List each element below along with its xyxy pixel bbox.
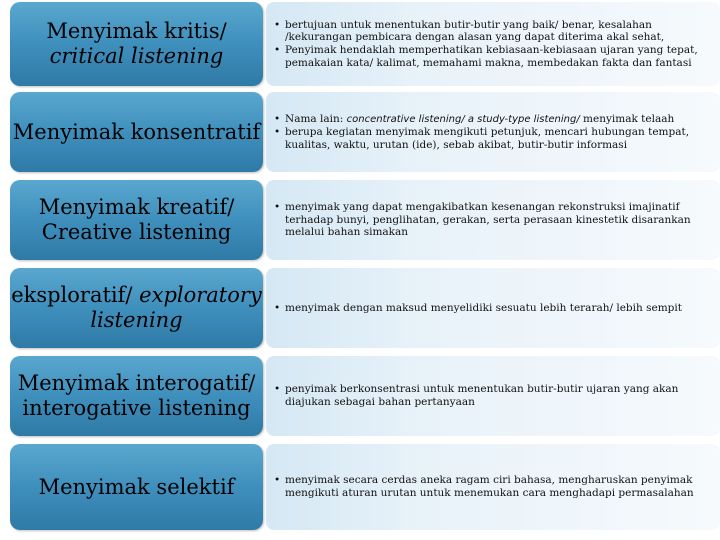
bullet-concentrative-1-italic: concentrative listening/ a study-type listening/	[346, 113, 580, 125]
bullet-concentrative-2: • berupa kegiatan menyimak mengikuti petunjuk, mencari hubungan tempat, kualitas, waktu, urutan (ide), sebab akibat, butir-butir informasi	[274, 126, 716, 151]
label-critical-plain: Menyimak kritis/	[46, 19, 227, 43]
desc-box-critical	[266, 2, 720, 86]
desc-box-exploratory	[266, 268, 720, 348]
label-selective: Menyimak selektif	[38, 474, 235, 499]
desc-box-selective	[266, 444, 720, 530]
row-selective-listening	[10, 444, 720, 530]
label-box-selective	[10, 444, 263, 530]
bullet-concentrative-1-prefix: Nama lain:	[285, 112, 344, 125]
desc-box-creative	[266, 180, 720, 260]
bullet-interrogative-1: • penyimak berkonsentrasi untuk menentukan butir-butir ujaran yang akan diajukan sebagai bahan pertanyaan	[274, 383, 716, 408]
label-box-critical	[10, 2, 263, 86]
label-creative-line1: Menyimak kreatif/	[38, 195, 235, 219]
bullet-concentrative-1	[274, 113, 716, 127]
label-box-concentrative	[10, 92, 263, 172]
row-creative-listening	[10, 180, 720, 260]
label-interrogative-line1: Menyimak interogatif/	[17, 371, 256, 395]
desc-box-concentrative	[266, 92, 720, 172]
label-concentrative: Menyimak konsentratif	[12, 119, 261, 144]
label-creative-line2: Creative listening	[41, 220, 232, 244]
bullet-critical-2: • Penyimak hendaklah memperhatikan kebiasaan-kebiasaan ujaran yang tepat, pemakaian kata/ kalimat, memahami makna, membedakan fakta dan fantasi	[274, 44, 716, 69]
bullet-selective-1: • menyimak secara cerdas aneka ragam ciri bahasa, mengharuskan penyimak mengikuti aturan urutan untuk menemukan cara menghadapi permasalahan	[274, 474, 716, 499]
label-box-exploratory	[10, 268, 263, 348]
bullet-critical-1: • bertujuan untuk menentukan butir-butir yang baik/ benar, kesalahan /kekurangan pembicara dengan alasan yang dapat diterima akal sehat,	[274, 19, 716, 44]
bullet-creative-1: • menyimak yang dapat mengakibatkan kesenangan rekonstruksi imajinatif terhadap bunyi, penglihatan, gerakan, serta perasaan kinestetik disarankan melalui bahan simakan	[274, 201, 716, 239]
label-box-creative	[10, 180, 263, 260]
bullet-concentrative-1-suffix: menyimak telaah	[583, 112, 675, 125]
row-exploratory-listening	[10, 268, 720, 348]
row-critical-listening	[10, 2, 720, 86]
row-concentrative-listening	[10, 92, 720, 172]
desc-box-interrogative	[266, 356, 720, 436]
row-interrogative-listening	[10, 356, 720, 436]
label-critical-italic: critical listening	[49, 44, 224, 68]
label-box-interrogative	[10, 356, 263, 436]
label-exploratory-plain: eksploratif/	[11, 283, 133, 307]
label-exploratory-italic: exploratory listening	[90, 283, 262, 332]
label-interrogative-line2: interogative listening	[22, 396, 251, 420]
bullet-exploratory-1: • menyimak dengan maksud menyelidiki sesuatu lebih terarah/ lebih sempit	[274, 302, 716, 315]
